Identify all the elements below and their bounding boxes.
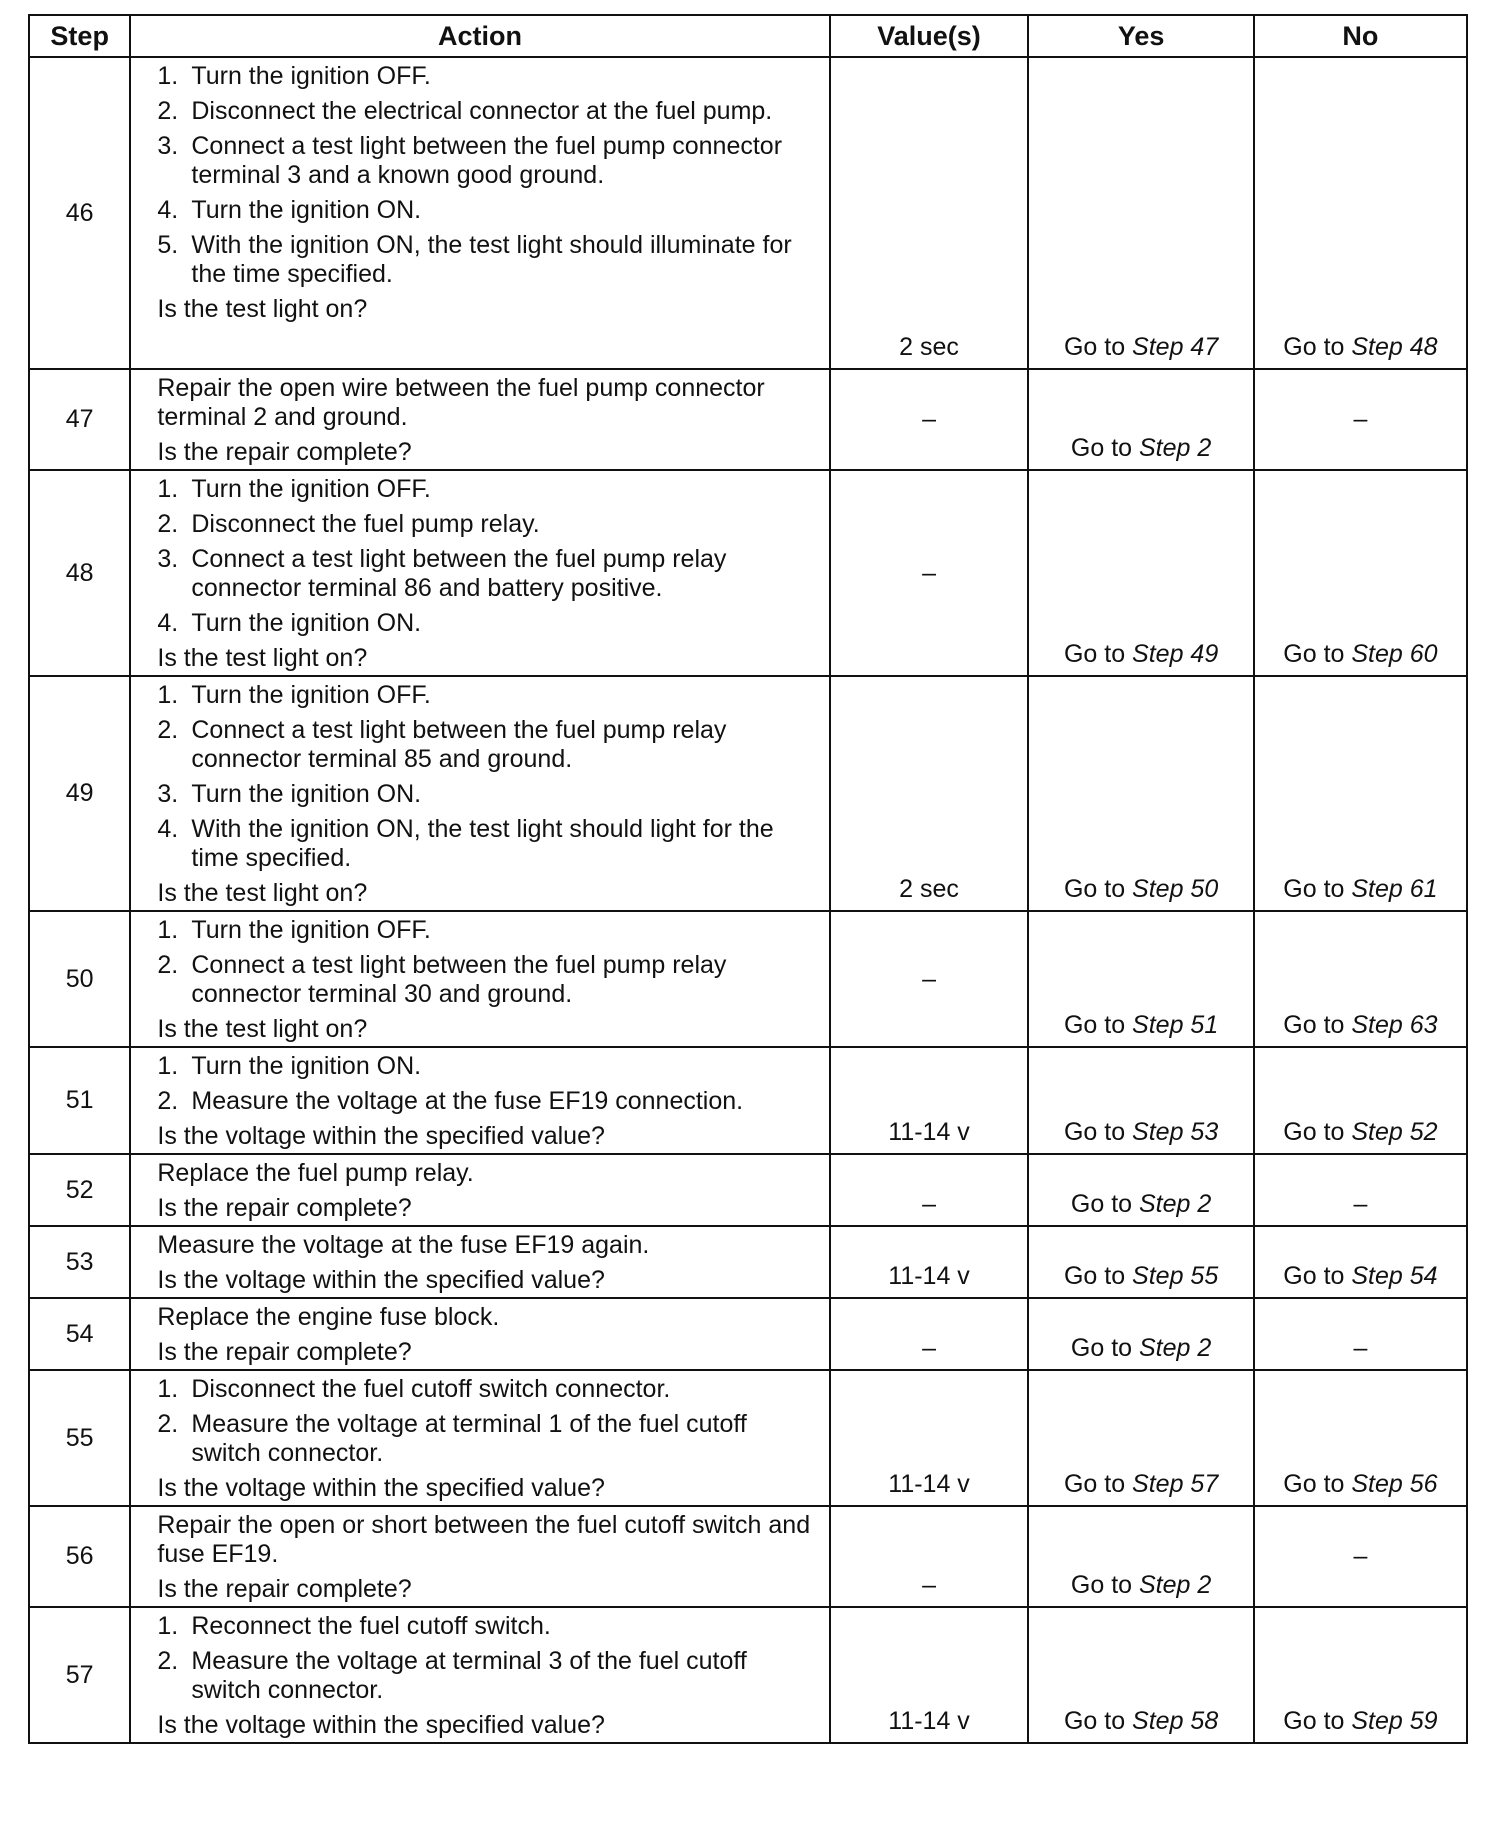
action-cell — [130, 57, 829, 369]
goto-step-reference: Step 50 — [1132, 875, 1219, 903]
action-question: Is the test light on? — [157, 1015, 368, 1043]
item-number: 1. — [157, 1612, 179, 1640]
goto-step-reference: Step 59 — [1351, 1707, 1438, 1735]
action-question: Is the voltage within the specified value? — [157, 1711, 605, 1739]
item-number: 2. — [157, 1410, 179, 1438]
item-number: 2. — [157, 951, 179, 979]
goto-prefix: Go to — [1283, 333, 1352, 361]
action-cell — [130, 911, 829, 1047]
column-header-action: Action — [130, 15, 829, 57]
item-text: Connect a test light between the fuel pump connector terminal 3 and a known good ground. — [191, 132, 783, 189]
value-cell: 11-14 v — [830, 1226, 1029, 1298]
goto-prefix: Go to — [1283, 640, 1352, 668]
item-text: With the ignition ON, the test light should illuminate for the time specified. — [191, 231, 792, 288]
goto-step-reference: Step 47 — [1132, 333, 1219, 361]
action-question: Is the repair complete? — [157, 1194, 412, 1222]
item-number: 1. — [157, 681, 179, 709]
goto-prefix: Go to — [1063, 1262, 1133, 1290]
action-question: Is the voltage within the specified value? — [157, 1122, 605, 1150]
step-number: 50 — [29, 911, 130, 1047]
action-question: Is the repair complete? — [157, 438, 412, 466]
step-number: 46 — [29, 57, 130, 369]
goto-step-reference: Step 2 — [1139, 1571, 1212, 1599]
action-text: Repair the open wire between the fuel pump connector terminal 2 and ground. — [157, 374, 765, 431]
step-number: 54 — [29, 1298, 130, 1370]
table-row — [29, 470, 1467, 676]
action-cell — [130, 1506, 829, 1607]
step-number: 52 — [29, 1154, 130, 1226]
yes-cell — [1028, 1506, 1254, 1607]
goto-step-reference: Step 60 — [1351, 640, 1438, 668]
item-text: Turn the ignition ON. — [191, 1052, 422, 1080]
action-list-item — [157, 510, 818, 539]
item-number: 2. — [157, 1647, 179, 1675]
item-text: Disconnect the fuel cutoff switch connector. — [191, 1375, 671, 1403]
item-text: Turn the ignition OFF. — [191, 916, 431, 944]
table-row — [29, 1047, 1467, 1154]
step-number: 55 — [29, 1370, 130, 1506]
item-text: Reconnect the fuel cutoff switch. — [191, 1612, 551, 1640]
goto-step-reference: Step 52 — [1351, 1118, 1438, 1146]
yes-cell — [1028, 470, 1254, 676]
yes-cell — [1028, 1226, 1254, 1298]
goto-step-reference: Step 48 — [1351, 333, 1438, 361]
item-number: 1. — [157, 62, 179, 90]
item-number: 2. — [157, 97, 179, 125]
action-list-item — [157, 716, 818, 774]
yes-cell — [1028, 1370, 1254, 1506]
item-text: With the ignition ON, the test light should light for the time specified. — [191, 815, 774, 872]
item-number: 2. — [157, 1087, 179, 1115]
action-text: Repair the open or short between the fuel cutoff switch and fuse EF19. — [157, 1511, 811, 1568]
goto-prefix: Go to — [1283, 1470, 1352, 1498]
value-cell: – — [830, 470, 1029, 676]
item-text: Connect a test light between the fuel pump relay connector terminal 30 and ground. — [191, 951, 727, 1008]
yes-cell — [1028, 676, 1254, 911]
item-text: Measure the voltage at terminal 3 of the fuel cutoff switch connector. — [191, 1647, 747, 1704]
no-cell — [1254, 1370, 1467, 1506]
item-text: Turn the ignition ON. — [191, 609, 422, 637]
value-cell: 11-14 v — [830, 1607, 1029, 1743]
action-list-item — [157, 916, 818, 945]
goto-prefix: Go to — [1063, 640, 1133, 668]
item-text: Turn the ignition ON. — [191, 780, 422, 808]
goto-step-reference: Step 57 — [1132, 1470, 1219, 1498]
action-list-item — [157, 780, 818, 809]
goto-step-reference: Step 2 — [1139, 1334, 1212, 1362]
action-list-item — [157, 231, 818, 289]
action-cell — [130, 369, 829, 470]
item-text: Turn the ignition OFF. — [191, 681, 431, 709]
goto-step-reference: Step 54 — [1351, 1262, 1438, 1290]
action-list-item — [157, 951, 818, 1009]
goto-prefix: Go to — [1063, 1011, 1133, 1039]
action-question: Is the test light on? — [157, 295, 368, 323]
action-cell — [130, 676, 829, 911]
yes-cell — [1028, 57, 1254, 369]
step-number: 51 — [29, 1047, 130, 1154]
value-cell: – — [830, 369, 1029, 470]
item-number: 1. — [157, 1052, 179, 1080]
value-cell: 11-14 v — [830, 1047, 1029, 1154]
yes-cell — [1028, 369, 1254, 470]
action-list-item — [157, 545, 818, 603]
value-cell: 2 sec — [830, 676, 1029, 911]
goto-prefix: Go to — [1283, 875, 1352, 903]
value-cell: 11-14 v — [830, 1370, 1029, 1506]
action-list-item — [157, 815, 818, 873]
value-cell: – — [830, 1506, 1029, 1607]
table-row — [29, 369, 1467, 470]
goto-prefix: Go to — [1063, 1470, 1133, 1498]
item-number: 5. — [157, 231, 179, 259]
goto-prefix: Go to — [1063, 1118, 1133, 1146]
item-text: Turn the ignition ON. — [191, 196, 422, 224]
yes-cell — [1028, 1047, 1254, 1154]
action-question: Is the voltage within the specified value? — [157, 1474, 605, 1502]
no-cell — [1254, 1607, 1467, 1743]
item-number: 1. — [157, 916, 179, 944]
table-row — [29, 1226, 1467, 1298]
diagnostic-steps-table — [28, 14, 1468, 1744]
goto-step-reference: Step 55 — [1132, 1262, 1219, 1290]
item-number: 3. — [157, 132, 179, 160]
goto-step-reference: Step 53 — [1132, 1118, 1219, 1146]
item-text: Disconnect the electrical connector at the fuel pump. — [191, 97, 773, 125]
goto-prefix: Go to — [1063, 333, 1133, 361]
action-question: Is the repair complete? — [157, 1338, 412, 1366]
step-number: 56 — [29, 1506, 130, 1607]
column-header-yes: Yes — [1028, 15, 1254, 57]
no-cell — [1254, 57, 1467, 369]
value-cell: – — [830, 911, 1029, 1047]
action-text: Replace the fuel pump relay. — [157, 1159, 474, 1187]
action-list-item — [157, 196, 818, 225]
goto-prefix: Go to — [1283, 1011, 1352, 1039]
no-cell — [1254, 470, 1467, 676]
action-text: Measure the voltage at the fuse EF19 again. — [157, 1231, 650, 1259]
goto-prefix: Go to — [1283, 1707, 1352, 1735]
goto-step-reference: Step 61 — [1351, 875, 1438, 903]
value-cell: – — [830, 1298, 1029, 1370]
column-header-step: Step — [29, 15, 130, 57]
goto-prefix: Go to — [1063, 875, 1133, 903]
goto-step-reference: Step 56 — [1351, 1470, 1438, 1498]
action-list-item — [157, 1052, 818, 1081]
action-list-item — [157, 1375, 818, 1404]
action-list-item — [157, 132, 818, 190]
no-cell: – — [1254, 1154, 1467, 1226]
action-list-item — [157, 681, 818, 710]
item-text: Turn the ignition OFF. — [191, 62, 431, 90]
no-cell — [1254, 1047, 1467, 1154]
action-cell — [130, 1047, 829, 1154]
item-text: Disconnect the fuel pump relay. — [191, 510, 540, 538]
action-cell — [130, 1298, 829, 1370]
step-number: 48 — [29, 470, 130, 676]
goto-prefix: Go to — [1283, 1262, 1352, 1290]
yes-cell — [1028, 1154, 1254, 1226]
goto-prefix: Go to — [1070, 1571, 1139, 1599]
action-text: Replace the engine fuse block. — [157, 1303, 500, 1331]
action-cell — [130, 470, 829, 676]
action-question: Is the voltage within the specified value? — [157, 1266, 605, 1294]
value-cell: – — [830, 1154, 1029, 1226]
column-header-values: Value(s) — [830, 15, 1029, 57]
no-cell — [1254, 911, 1467, 1047]
no-cell — [1254, 676, 1467, 911]
item-text: Measure the voltage at terminal 1 of the fuel cutoff switch connector. — [191, 1410, 747, 1467]
item-number: 4. — [157, 196, 179, 224]
item-number: 3. — [157, 545, 179, 573]
table-row — [29, 1370, 1467, 1506]
goto-step-reference: Step 51 — [1132, 1011, 1219, 1039]
item-number: 2. — [157, 716, 179, 744]
goto-step-reference: Step 49 — [1132, 640, 1219, 668]
no-cell: – — [1254, 1298, 1467, 1370]
step-number: 57 — [29, 1607, 130, 1743]
action-list-item — [157, 475, 818, 504]
item-number: 1. — [157, 1375, 179, 1403]
goto-prefix: Go to — [1070, 1334, 1139, 1362]
action-cell — [130, 1154, 829, 1226]
item-text: Connect a test light between the fuel pump relay connector terminal 86 and battery positive. — [191, 545, 727, 602]
item-text: Connect a test light between the fuel pump relay connector terminal 85 and ground. — [191, 716, 727, 773]
goto-step-reference: Step 2 — [1139, 434, 1212, 462]
item-number: 4. — [157, 609, 179, 637]
table-row — [29, 676, 1467, 911]
value-cell: 2 sec — [830, 57, 1029, 369]
action-cell — [130, 1226, 829, 1298]
table-row — [29, 57, 1467, 369]
action-question: Is the test light on? — [157, 879, 368, 907]
item-number: 1. — [157, 475, 179, 503]
no-cell — [1254, 1226, 1467, 1298]
document-page — [28, 14, 1468, 1744]
action-list-item — [157, 97, 818, 126]
table-row — [29, 1607, 1467, 1743]
item-number: 3. — [157, 780, 179, 808]
goto-step-reference: Step 63 — [1351, 1011, 1438, 1039]
action-list-item — [157, 1087, 818, 1116]
table-header-row — [29, 15, 1467, 57]
goto-prefix: Go to — [1063, 1707, 1133, 1735]
item-number: 4. — [157, 815, 179, 843]
yes-cell — [1028, 911, 1254, 1047]
item-text: Turn the ignition OFF. — [191, 475, 431, 503]
table-row — [29, 911, 1467, 1047]
table-body — [29, 57, 1467, 1743]
table-row — [29, 1506, 1467, 1607]
action-cell — [130, 1370, 829, 1506]
item-number: 2. — [157, 510, 179, 538]
action-list-item — [157, 1410, 818, 1468]
action-question: Is the test light on? — [157, 644, 368, 672]
no-cell: – — [1254, 1506, 1467, 1607]
step-number: 49 — [29, 676, 130, 911]
step-number: 53 — [29, 1226, 130, 1298]
no-cell: – — [1254, 369, 1467, 470]
step-number: 47 — [29, 369, 130, 470]
yes-cell — [1028, 1607, 1254, 1743]
action-list-item — [157, 609, 818, 638]
action-list-item — [157, 1612, 818, 1641]
goto-prefix: Go to — [1070, 434, 1139, 462]
action-list-item — [157, 62, 818, 91]
action-list-item — [157, 1647, 818, 1705]
action-question: Is the repair complete? — [157, 1575, 412, 1603]
goto-step-reference: Step 58 — [1132, 1707, 1219, 1735]
table-row — [29, 1298, 1467, 1370]
goto-prefix: Go to — [1283, 1118, 1352, 1146]
table-row — [29, 1154, 1467, 1226]
column-header-no: No — [1254, 15, 1467, 57]
yes-cell — [1028, 1298, 1254, 1370]
item-text: Measure the voltage at the fuse EF19 connection. — [191, 1087, 744, 1115]
goto-step-reference: Step 2 — [1139, 1190, 1212, 1218]
goto-prefix: Go to — [1070, 1190, 1139, 1218]
action-cell — [130, 1607, 829, 1743]
